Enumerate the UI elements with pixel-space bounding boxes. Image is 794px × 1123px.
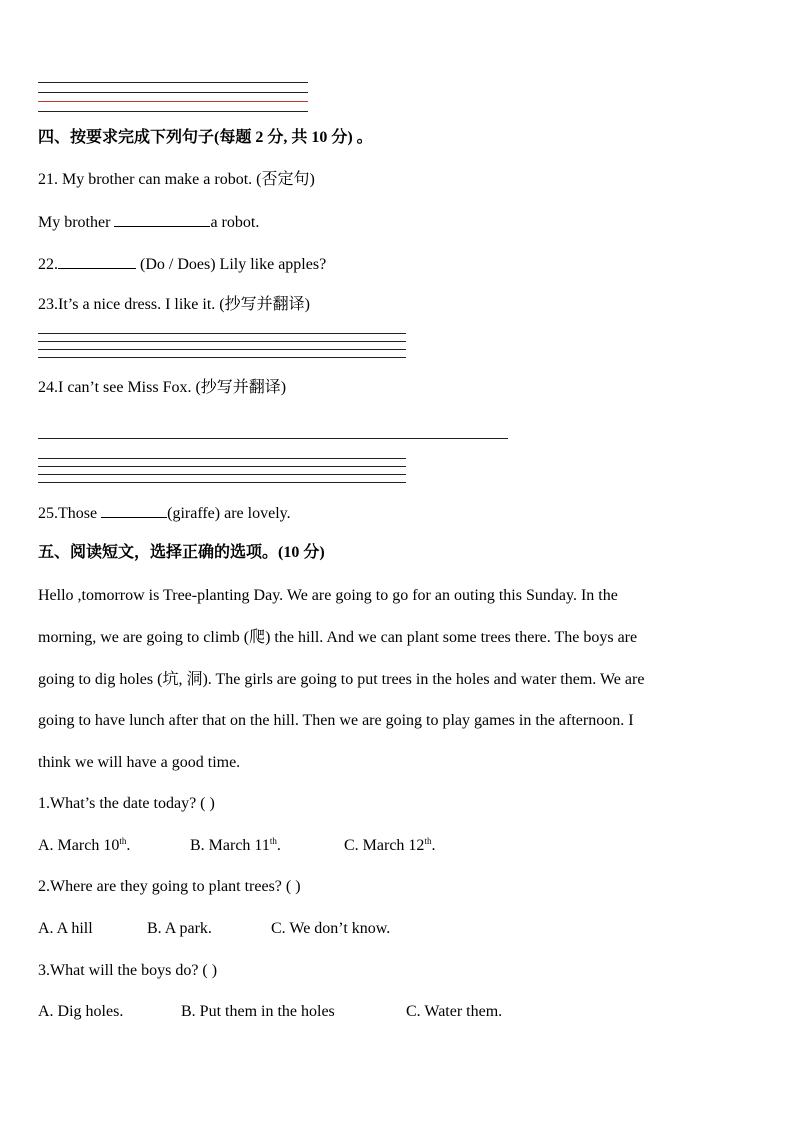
reading-question-3: 3.What will the boys do? ( ) xyxy=(38,962,218,979)
option-text: C. March 12 xyxy=(344,837,425,854)
option-end: . xyxy=(276,837,281,854)
q25-suffix: (giraffe) are lovely. xyxy=(167,505,291,522)
q3-option-b[interactable]: B. Put them in the holes xyxy=(181,1003,335,1020)
option-end: . xyxy=(431,837,436,854)
passage-line: morning, we are going to climb (爬) the hill. And we can plant some trees there. The boys are xyxy=(38,629,638,646)
q21-answer-blank[interactable] xyxy=(114,212,210,227)
q25-prefix: 25.Those xyxy=(38,505,98,522)
question-21-stem: 21. My brother can make a robot. (否定句) xyxy=(38,171,315,188)
section-4-title: 四、按要求完成下列句子(每题 2 分, 共 10 分) 。 xyxy=(38,129,373,146)
question-22 xyxy=(38,254,326,275)
option-sup: th xyxy=(269,836,277,846)
q1-option-b[interactable] xyxy=(190,836,281,856)
passage-line: going to dig holes (坑, 洞). The girls are going to put trees in the holes and water them. We are xyxy=(38,671,645,688)
question-21-answer-line xyxy=(38,212,259,233)
writing-line xyxy=(38,341,406,342)
writing-line xyxy=(38,357,406,358)
writing-line xyxy=(38,458,406,459)
reading-question-2: 2.Where are they going to plant trees? ( ) xyxy=(38,878,301,895)
q2-option-c[interactable]: C. We don’t know. xyxy=(271,920,391,937)
reading-question-1: 1.What’s the date today? ( ) xyxy=(38,795,215,812)
option-text: B. March 11 xyxy=(190,837,270,854)
q21-suffix: a robot. xyxy=(210,214,260,231)
q3-option-c[interactable]: C. Water them. xyxy=(406,1003,503,1020)
q1-option-a[interactable] xyxy=(38,836,130,856)
q22-answer-blank[interactable] xyxy=(58,254,136,269)
section-5-title: 五、阅读短文，选择正确的选项。(10 分) xyxy=(38,544,325,561)
q24-translation-line[interactable] xyxy=(38,438,508,439)
writing-line xyxy=(38,482,406,483)
writing-line xyxy=(38,101,308,102)
question-24-stem: 24.I can’t see Miss Fox. (抄写并翻译) xyxy=(38,379,287,396)
option-end: . xyxy=(126,837,131,854)
writing-line xyxy=(38,333,406,334)
option-sup: th xyxy=(424,836,432,846)
passage-line: think we will have a good time. xyxy=(38,754,241,771)
q25-answer-blank[interactable] xyxy=(101,503,167,518)
writing-line xyxy=(38,349,406,350)
q2-option-a[interactable]: A. A hill xyxy=(38,920,93,937)
passage-line: going to have lunch after that on the hill. Then we are going to play games in the afternoon. I xyxy=(38,712,634,729)
q2-option-b[interactable]: B. A park. xyxy=(147,920,212,937)
q22-text: (Do / Does) Lily like apples? xyxy=(140,256,327,273)
option-sup: th xyxy=(119,836,127,846)
writing-line xyxy=(38,111,308,112)
writing-line xyxy=(38,82,308,83)
q1-option-c[interactable] xyxy=(344,836,435,856)
q21-prefix: My brother xyxy=(38,214,111,231)
writing-line xyxy=(38,466,406,467)
q3-option-a[interactable]: A. Dig holes. xyxy=(38,1003,124,1020)
writing-line xyxy=(38,474,406,475)
writing-line xyxy=(38,92,308,93)
passage-line: Hello ,tomorrow is Tree-planting Day. We are going to go for an outing this Sunday. In the xyxy=(38,587,618,604)
question-25 xyxy=(38,503,291,524)
option-text: A. March 10 xyxy=(38,837,120,854)
q22-number: 22. xyxy=(38,256,58,273)
question-23-stem: 23.It’s a nice dress. I like it. (抄写并翻译) xyxy=(38,296,310,313)
